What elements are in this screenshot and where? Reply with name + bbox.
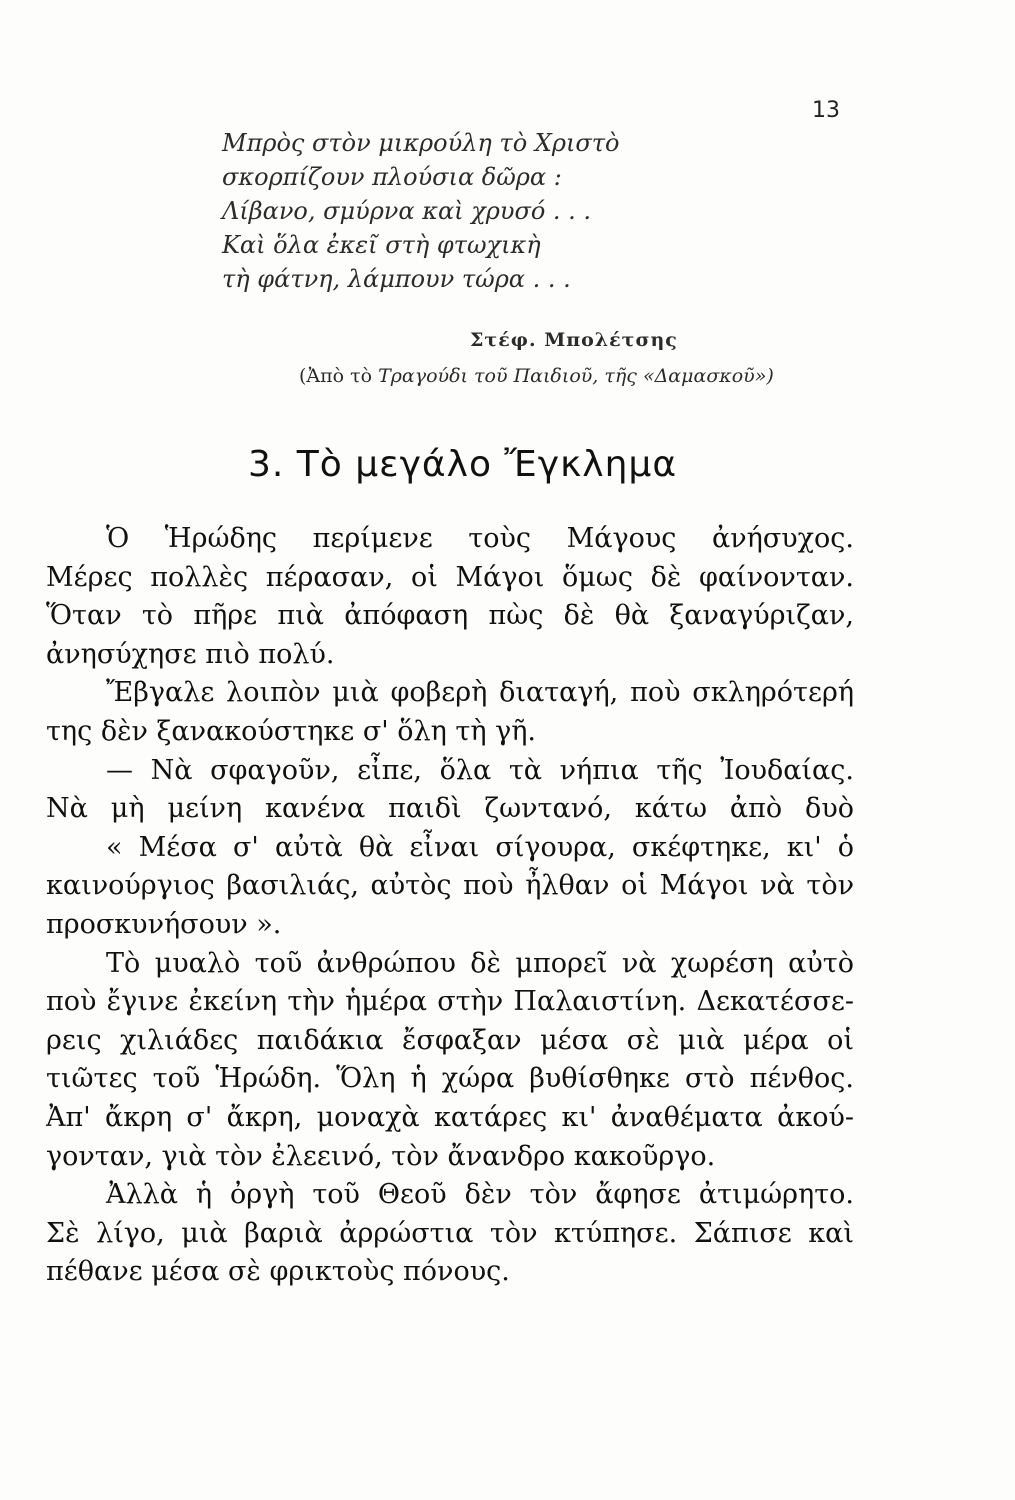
body-line: Ἀλλὰ ἡ ὀργὴ τοῦ Θεοῦ δὲν τὸν ἄφησε ἀτιμώρητο. [106, 1179, 854, 1211]
chapter-title: 3. Τὸ μεγάλο Ἔγκλημα [248, 444, 678, 485]
body-line: γονταν, γιὰ τὸν ἐλεεινό, τὸν ἄνανδρο κακοῦργο. [46, 1140, 716, 1172]
body-line: Ἀπ' ἄκρη σ' ἄκρη, μοναχὰ κατάρες κι' ἀναθέματα ἀκού- [46, 1101, 854, 1133]
body-line: ρεις χιλιάδες παιδάκια ἔσφαξαν μέσα σὲ μιὰ μέρα οἱ [46, 1024, 854, 1056]
body-line: της δὲν ξανακούστηκε σ' ὅλη τὴ γῆ. [46, 715, 536, 747]
body-line: πέθανε μέσα σὲ φρικτοὺς πόνους. [46, 1256, 510, 1288]
body-line: Ὁ Ἡρώδης περίμενε τοὺς Μάγους ἀνήσυχος. [106, 523, 854, 554]
poem-line: Καὶ ὅλα ἐκεῖ στὴ φτωχικὴ [222, 231, 541, 259]
poem-source [299, 365, 774, 387]
body-line: ποὺ ἔγινε ἐκείνη τὴν ἡμέρα στὴν Παλαιστίνη. Δεκατέσσε- [46, 986, 854, 1018]
body-line: « Μέσα σ' αὐτὰ θὰ εἶναι σίγουρα, σκέφτηκε, κι' ὁ [106, 831, 854, 863]
body-line: Ὅταν τὸ πῆρε πιὰ ἀπόφαση πὼς δὲ θὰ ξαναγύριζαν, [46, 600, 854, 632]
body-line: προσκυνήσουν ». [46, 908, 282, 940]
body-line: ἀνησύχησε πιὸ πολύ. [46, 638, 335, 670]
body-line: τιῶτες τοῦ Ἡρώδη. Ὅλη ἡ χώρα βυθίσθηκε στὸ πένθος. [46, 1063, 854, 1095]
poem-line: σκορπίζουν πλούσια δῶρα : [222, 163, 562, 191]
poem-source-prefix: (Ἀπὸ τὸ [299, 365, 379, 387]
body-line: Τὸ μυαλὸ τοῦ ἀνθρώπου δὲ μπορεῖ νὰ χωρέση αὐτὸ [106, 947, 854, 979]
body-line: — Νὰ σφαγοῦν, εἶπε, ὅλα τὰ νήπια τῆς Ἰουδαίας. [106, 754, 854, 786]
body-line: Ἔβγαλε λοιπὸν μιὰ φοβερὴ διαταγή, ποὺ σκληρότερή [106, 677, 854, 709]
page-number: 13 [812, 98, 840, 123]
body-line: Νὰ μὴ μείνη κανένα παιδὶ ζωντανό, κάτω ἀπὸ δυὸ [46, 793, 854, 825]
poem-source-title: Τραγούδι τοῦ Παιδιοῦ, τῆς «Δαμασκοῦ») [378, 365, 774, 387]
poem-author: Στέφ. Μπολέτσης [470, 329, 678, 351]
poem-line: τὴ φάτνη, λάμπουν τώρα . . . [222, 265, 571, 293]
poem-block [222, 126, 822, 296]
body-text [46, 520, 854, 1292]
body-line: Μέρες πολλὲς πέρασαν, οἱ Μάγοι ὅμως δὲ φαίνονταν. [46, 561, 854, 593]
poem-line: Μπρὸς στὸν μικρούλη τὸ Χριστὸ [222, 129, 620, 157]
body-line: καινούργιος βασιλιάς, αὐτὸς ποὺ ἦλθαν οἱ Μάγοι νὰ τὸν [46, 870, 854, 902]
poem-line: Λίβανο, σμύρνα καὶ χρυσό . . . [222, 197, 592, 225]
body-line: Σὲ λίγο, μιὰ βαριὰ ἀρρώστια τὸν κτύπησε. Σάπισε καὶ [46, 1217, 854, 1249]
